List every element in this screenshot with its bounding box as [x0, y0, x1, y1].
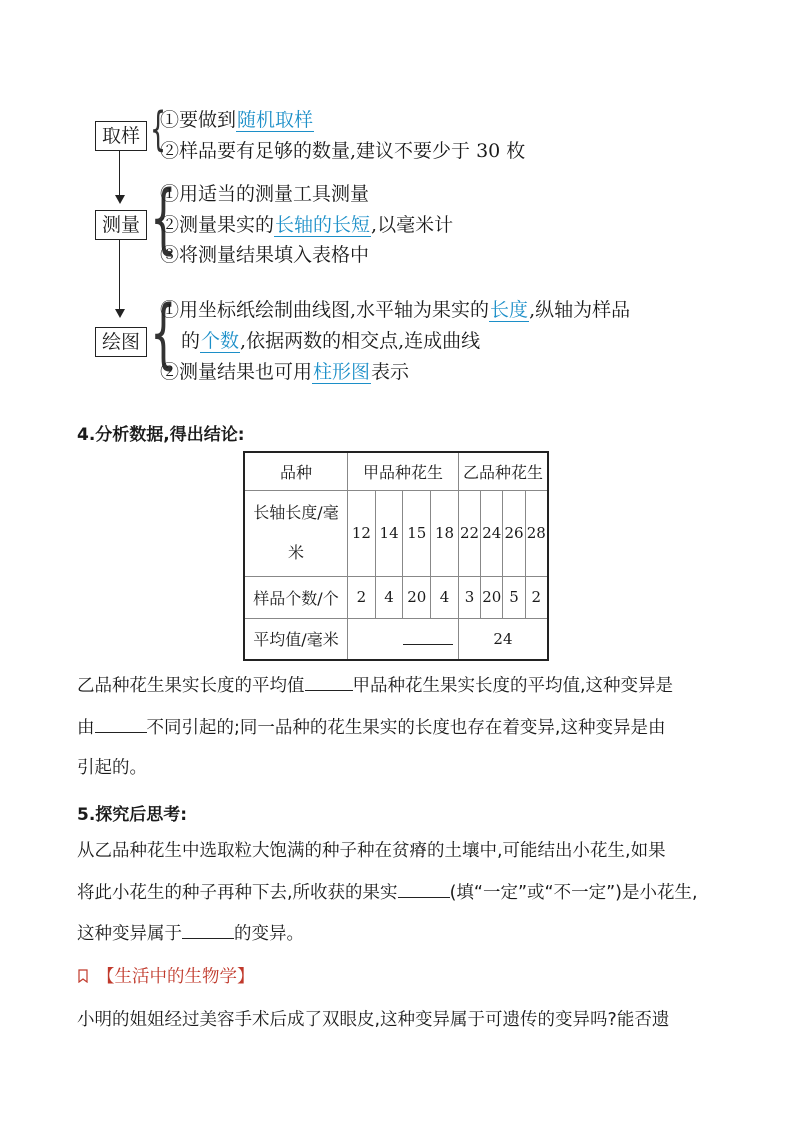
count-cell: 20	[481, 576, 503, 618]
sample-box	[95, 121, 147, 151]
section-4-line-3: 引起的。	[77, 758, 147, 778]
measure-item-2: ②测量果实的长轴的长短,以毫米计	[160, 214, 454, 236]
section-5-line-2: 将此小花生的种子再种下去,所收获的果实 (填“一定”或“不一定”)是小花生,	[77, 883, 698, 903]
count-cell: 4	[375, 576, 403, 618]
length-cell: 12	[348, 490, 376, 576]
draw-item-2: ②测量结果也可用柱形图表示	[160, 361, 410, 383]
average-a-line	[403, 628, 453, 645]
arrow-measure-to-draw	[119, 240, 120, 310]
sample-item-2: ②样品要有足够的数量,建议不要少于 30 枚	[160, 140, 526, 162]
measure-item-3: ③将测量结果填入表格中	[160, 244, 370, 266]
section-5-title: 5.探究后思考:	[77, 805, 188, 825]
arrow-head-1	[115, 195, 125, 204]
draw-label: 绘图	[101, 331, 140, 353]
length-cell: 14	[375, 490, 403, 576]
length-cell: 24	[481, 490, 503, 576]
sample-brace: {	[150, 102, 167, 156]
measure-box	[95, 210, 147, 240]
row-count-label: 样品个数/个	[244, 576, 348, 618]
measure-label: 测量	[101, 214, 140, 236]
measure-item-1: ①用适当的测量工具测量	[160, 183, 370, 205]
draw-brace: {	[150, 288, 177, 377]
length-cell: 15	[403, 490, 431, 576]
draw-item-1-cont: 的个数,依据两数的相交点,连成曲线	[181, 330, 481, 352]
answer-blank-3[interactable]	[398, 881, 450, 898]
length-cell: 18	[431, 490, 459, 576]
count-cell: 3	[458, 576, 480, 618]
header-variety-b: 乙品种花生	[458, 452, 548, 490]
section-4-title: 4.分析数据,得出结论:	[77, 425, 245, 445]
length-cell: 22	[458, 490, 480, 576]
data-table	[243, 451, 549, 661]
section-5-line-1: 从乙品种花生中选取粒大饱满的种子种在贫瘠的土壤中,可能结出小花生,如果	[77, 841, 666, 861]
row-average-label: 平均值/毫米	[244, 618, 348, 660]
section-4-line-2: 由 不同引起的;同一品种的花生果实的长度也存在着变异,这种变异是由	[77, 718, 666, 738]
answer-blank-2[interactable]	[95, 716, 147, 733]
answer-blank-4[interactable]	[182, 922, 234, 939]
highlight-bar-chart: 柱形图	[313, 361, 371, 383]
count-cell: 20	[403, 576, 431, 618]
life-biology-title: 【生活中的生物学】	[97, 967, 255, 987]
bookmark-icon	[77, 969, 89, 981]
section-4-line-1: 乙品种花生果实长度的平均值 甲品种花生果实长度的平均值,这种变异是	[77, 676, 674, 696]
answer-blank-1[interactable]	[305, 674, 353, 691]
count-cell: 4	[431, 576, 459, 618]
count-cell: 5	[503, 576, 525, 618]
header-variety-a: 甲品种花生	[348, 452, 459, 490]
average-b-cell: 24	[458, 618, 548, 660]
sample-label: 取样	[101, 125, 140, 147]
count-cell: 2	[348, 576, 376, 618]
section-5-line-3: 这种变异属于 的变异。	[77, 924, 304, 944]
highlight-long-axis: 长轴的长短	[275, 214, 371, 236]
highlight-random-sampling: 随机取样	[237, 109, 314, 131]
highlight-length: 长度	[490, 299, 529, 321]
life-biology-line-1: 小明的姐姐经过美容手术后成了双眼皮,这种变异属于可遗传的变异吗?能否遗	[77, 1010, 670, 1030]
draw-box	[95, 327, 147, 357]
row-length-label: 长轴长度/毫 米	[244, 490, 348, 576]
draw-item-1: ①用坐标纸绘制曲线图,水平轴为果实的长度,纵轴为样品	[160, 299, 631, 321]
highlight-count: 个数	[201, 330, 240, 352]
measure-brace: {	[150, 173, 177, 262]
sample-item-1: ①要做到随机取样	[160, 109, 314, 131]
average-a-blank	[348, 618, 459, 660]
header-variety: 品种	[244, 452, 348, 490]
arrow-sample-to-measure	[119, 151, 120, 196]
arrow-head-2	[115, 309, 125, 318]
count-cell: 2	[525, 576, 548, 618]
length-cell: 26	[503, 490, 525, 576]
length-cell: 28	[525, 490, 548, 576]
